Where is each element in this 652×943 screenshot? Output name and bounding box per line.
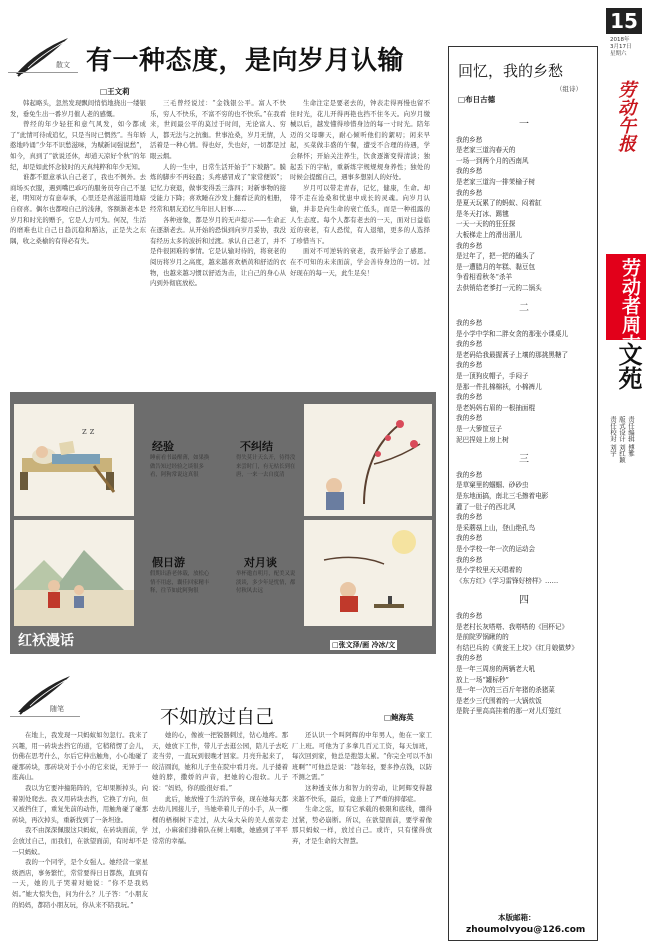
mailbox-email[interactable]: zhoumolvyou@126.com <box>466 925 586 935</box>
cartoon-image-no-tangle <box>304 404 432 516</box>
poem-section: 我的乡愁 是老村长灰嗒嗒、我嗒嗒的《回杯记》 是前院罗锅瞅的的 有结巴兵的《黄瓮王上坟》《红月娘做梦》 我的乡愁 是一年三周房的两辆老大吼 放上一场“罐标秒” 是一年一次的三百斤年猪的杀猪菜 是老少三代围着的一大锅炊饭 是院子里高高挂着的那一对儿灯笼红 <box>456 611 578 716</box>
section-number: 一 <box>519 119 529 130</box>
panel-text-moon: 举杯邀直明月，配美又说淡谈，多少年是忧情，都付秋风去远 <box>236 571 296 594</box>
poem-subtitle: （组诗） <box>556 85 582 93</box>
article3-title: 不如放过自己 <box>160 706 275 728</box>
article3-col1: 在地上，我发现一只蚂蚁如勿忽行。我来了兴趣，用一砖块去挡它的道，它稍稍愣了会儿，仿佛在思考什么，尔后它伸出触角，小心地碰了碰那砖块，那砖块对于小小的它来说，无异于一座高山。 我以为它要冲撞陷阵的，它却果断掉头，向着别处爬去。我又用砖块去挡，它换了方向，但又被挡住了，重复先前的动作，用触角碰了碰那砖块，再次掉头，重新找到了一条坦途。 我不由深深佩服这只蚂蚁，在砖块面前，学会放过自己，而我们，在欲望面前，有时却不是一只蚂蚁。 我的一个同学，是个女强人。她经营一家星级酒店，事务繁忙，常常要得日日都熬，直到有一天，她的儿子哭着对她说：“你不是我妈妈。”她大惊失色，问为什么？儿子答：“小朋友的妈妈，都陪小朋友玩，你从来不陪我玩。” <box>12 731 148 909</box>
article3-author: □鲍海英 <box>384 713 414 722</box>
article3-category: 随笔 <box>50 705 64 713</box>
cartoon-image-moon <box>304 520 432 626</box>
article1-col3: 生命注定是要老去的，钟表走得再慢也留不住时光，花儿开得再艳也挡不住冬天。向岁月缴械以后，越发懂得珍惜身边的每一寸时光。陪年迈的父母聊天，耐心倾听他们的絮叨；闲来早起，买菜做丰盛的午餐，遭受不合理的待遇，学会释怀；开始关注养生，饮食逐渐变得清淡；独起丢下的字帖，重新练字规规规身养性；独处的时候会提醒自己，遇事多想别人的好处。 岁月可以带走青春，记忆，健康，生命。却带不走在沧桑和忧患中成长的灵魂。向岁月认输，并非是向生命的衰亡低头，而是一种祖露的人生态度。每个人都有老去的一天，面对日益临近的衰老，有人恐慌，有人退缩，更多的人选择了珍惜当下。 面对不可逆转的衰老，我开始学会了感恩。在不可知的未来面前，学会善待身边的一切。过好现在的每一天，此生足矣！ <box>290 99 430 277</box>
panel-title-holiday: 假日游 <box>152 556 185 569</box>
cartoon-image-experience <box>14 404 134 516</box>
column-name: 劳动者周末 <box>619 258 641 353</box>
panel-text-experience: 睡前看书最醒薄，如果换做告知过经验之谈很多看，阿狗常说这真很 <box>150 455 210 478</box>
panel-title-moon: 对月谈 <box>244 556 277 569</box>
poem-section: 我的乡愁 是草窠里的蝈蝈、砂砂虫 是东地面搞，南北三毛擦着电影 灌了一肚子的西北风 我的乡愁 是采蘑菇上山，登山绝孔鸟 我的乡愁 是小学校一年一次的运动会 我的乡愁 是小学校里天天唱着的 《东方红》《学习雷锋好榜样》…… <box>456 470 559 585</box>
panel-text-no-tangle: 得失莫计天么开，待得没来尝时门，有无枯长到在唐，一来一去自度清 <box>236 455 296 478</box>
masthead-strip <box>604 6 648 941</box>
panel-title-experience: 经验 <box>152 440 174 453</box>
poem-body <box>454 112 594 717</box>
pen-icon <box>12 672 74 722</box>
paper-logo: 劳动午报 <box>615 80 636 152</box>
poem-author: □布日古德 <box>458 95 496 104</box>
article1-author: □王文莉 <box>100 87 130 96</box>
cartoon-series-name: 红袄漫话 <box>18 633 74 649</box>
panel-title-no-tangle: 不纠结 <box>240 440 273 453</box>
page-number: 15 <box>606 8 642 34</box>
poem-section: 我的乡愁 是老家三道沟春天的 一场一到两个月的西南风 我的乡愁 是老家三道沟一排茉榆子树 我的乡愁 是夏天玩累了的蚂蚁、闷着缸 是冬天打冰、踢毽 一天一天的的狂狂探 大板梯走上的滑出溜儿 我的乡愁 是过年了，把一把的磕头了 是一遭腊月的年糕、黏豆包 争看相看秋冬“杀羊 去供销给老爹打一元的二锅头 <box>456 135 542 292</box>
article1-col2: 三毛曾经说过：“金钱银公平。富人不快乐，穷人不快乐，不富不穷的也不快乐。”在我看来，世间最公平的莫过于时间，无论富人、穷人，都无法与之抗衡。世事沧桑，岁月无情，人活着是一种心情。得也好，失也好，一切都是过眼云烟。 人的一生中，日常生活开始于“下坡路”。膜炼的脚步不再轻盈；头疼感冒成了“家常便饭”；记忆力衰退，做事变得丢三落四；对新事物的接受能力下降；喜欢睡在沙发上翻看泛黄的相册，经常和朋友追忆当年旧人旧事…… 各种迹象，都是岁月的无声提示——生命正在逐渐老去。从开始的恐惧到向岁月妥协，我没有经历太多的波折和过渡。承认自己老了，并不是件很困难的事情。它是认输对待的，将衰老的阅历将岁月之高度，越来越喜欢梧黄和舒适的衣物，也越来越习惯以舒适为击，让自己的身心从内到外彻底放松。 <box>150 99 286 288</box>
poem-title: 回忆，我的乡愁 <box>458 62 564 80</box>
article1-category: 散文 <box>56 61 70 69</box>
svg-text:z z: z z <box>82 427 95 437</box>
article3-col3: 还认识一个叫阿辉的中年男人，他在一家工厂上班。可他为了多拿几百元工资，每天加班，每次回到家，他总是抱怨太累。“你完全可以不加班啊”“可他总是说：“趁年轻，要多挣点钱，以防不测之需。” 这种透支体力和智力的劳动，让阿辉变得越来越不快乐，最后，竟患上了严重的抑郁症。 生命之弦，原有它承载的极限和底线，绷得过紧，势必崩断。所以，在欲望面前，要学着像那只蚂蚁一样，放过自己。或许，只有懂得放弃，才是生命的大智慧。 <box>292 731 432 845</box>
panel-text-holiday: 假期出游老体载，放松心情不用虑，囊佳回家精丰释，往节如此阿狗很 <box>150 571 210 594</box>
poem-section: 我的乡愁 是小学中学和二胖女贪的那张小课桌儿 我的乡愁 是老码给我最握蒿子上壤的那挑黑糖了 我的乡愁 是一顶狗皮帽子，手闷子 是那一件扎棉棉袄，小棉裤儿 我的乡愁 是老妈妈右眉的一根抽面棍 我的乡愁 是一大箩筐豆子 泥巴捏娃上房上树 <box>456 319 569 444</box>
pen-icon <box>10 34 72 84</box>
article3-col2: 她的心，像被一把锐器刺过，钻心地疼。那天，她放下工作，带儿子去逛公园，陪儿子去吃麦当劳，一直玩到很晚才回家。月亮升起来了，皎洁圆润，她和儿子坐在院中看月亮。儿子搂着她的脖，撒娇的声音，把她的心泡软。儿子说：“妈妈，你的脸很好看。” 此后，她放慢了生活的节奏，现在她每天都去幼儿园接儿子，当她牵着儿子的小手，从一棵棵的梧桐树下走过，从大朵大朵的美人蕉旁走过，小麻雀们排着队在树上唱歌，她感到了平平常常的幸福。 <box>152 731 288 845</box>
cartoon-image-holiday <box>14 520 134 626</box>
editor-credits: 责任编辑 傅雅 版式设计 刘红颖 责任校对 刘宇 <box>609 416 635 463</box>
section-number: 四 <box>519 595 529 607</box>
section-number: 二 <box>519 302 529 314</box>
mailbox-label: 本版邮箱： <box>498 913 536 922</box>
article1-col1: 韩起略头，忽然发现飘间悄悄地挠出一缕银发，垂免生出一番岁月催人老的感慨。 曾经的年少轻狂和意气风发，如今都成了“此情可待成追忆，只是当时已惘然”。当年娇憨地吟诵“少年不识愁滋味，为赋新词强说愁”，如今，真到了“欲说还休，却道天凉好个秋”的年纪，却是如此怀念彼时的天真纯粹和年少无知。 谁都不愿意承认自己老了，我也不例外。去商场买衣服，遇到嘴巴乖巧的服务员夸自己不显老，明知对方有意奉承，心里还是喜滋滋用地暗自窃喜。偶尔也都嗅自己的浅薄，客额渐老本是岁月和时光的赠予，它是人力可为。何况，生活的磨难也让自己日趋沉稳和豁达，正是失之东隅，收之桑榆的有得必有失。 <box>10 99 146 245</box>
cartoon-credit: □张文泽/画 冷冰/文 <box>332 640 396 649</box>
article1-title: 有一种态度，是向岁月认输 <box>86 46 405 76</box>
issue-date: 2018年 3月17日 星期六 <box>610 37 632 57</box>
section-number: 三 <box>519 454 529 466</box>
section-name: 文苑 <box>614 342 643 390</box>
